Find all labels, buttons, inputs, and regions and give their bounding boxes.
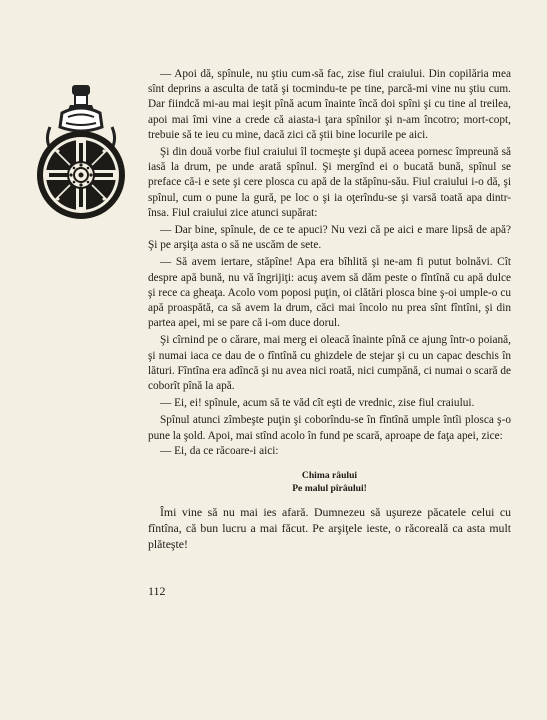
song-verse xyxy=(148,470,511,495)
paragraph: — Apoi dă, spînule, nu ştiu cum să fac, zise fiul craiului. Din copilăria mea sînt deprins a asculta de tată şi tocmindu-te pe tine, parcă-mi vine nu ştiu cum. Dar fiindcă mi-au mai ieşit pînă acum înainte încă doi spîni şi cu tine al treilea, apoi mai îmi vine a crede că aiasta-i ţara spînilor şi n-am încotro; mort-copt, trebuie să te ieu cu mine, dacă zici că ştii bine locurile pe aici. xyxy=(148,68,511,141)
paragraph: — Dar bine, spînule, de ce te apuci? Nu vezi că pe aici e mare lipsă de apă? Şi pe arşiţa asta o să ne uscăm de sete. xyxy=(148,224,511,252)
page-number: 112 xyxy=(148,584,166,598)
paragraph: — Să avem iertare, stăpîne! Apa era bîhlită şi ne-am fi putut bolnăvi. Cît despre apă bună, nu vă îngrijiţi: acuş avem să dăm peste o fîntînă cu apă dulce şi rece ca gheaţa. Acolo vom poposi puţin, oi clătări plosca bine ş-oi umple-o cu apă proaspătă, ca să avem la drum, căci mai încolo nu prea sînt fîntîni, şi din partea apei, mi se pare că i-om duce dorul. xyxy=(148,256,511,330)
paragraph: Spînul atunci zîmbeşte puţin şi coborîndu-se în fîntînă umple întîi plosca ş-o pune la şold. Apoi, mai stînd acolo în fund pe scară, aproape de faţa apei, zice: xyxy=(148,414,511,442)
folk-flask-ornament-icon xyxy=(32,83,130,221)
story-text xyxy=(148,67,511,552)
song-line: Chima râului xyxy=(301,470,358,482)
paragraph: — Ei, da ce răcoare-i aici: xyxy=(160,444,279,457)
song-line: Pe malul pîrâului! xyxy=(292,482,367,494)
closing-paragraph: Îmi vine să nu mai ies afară. Dumnezeu să uşureze păcatele celui cu fîntîna, că bun lucru a mai făcut. Pe arşiţele ieste, o răcoreală ca asta mult plăteşte! xyxy=(148,505,511,552)
paragraph: Şi din două vorbe fiul craiului îl tocmeşte şi după aceea pornesc împreună să iasă la drum, pe unde arată spînul. Şi mergînd ei o bucată bună, spînul se preface că-i e sete şi cere plosca cu apă de la stăpînu-său. Fiul craiului i-o dă, şi spînul, cum o pune la gură, pe loc o şi ia oţerîndu-se şi varsă toată apa dintr-însa. Fiul craiului zice atunci supărat: xyxy=(148,146,511,219)
paragraph: Şi cîrnind pe o cărare, mai merg ei oleacă înainte pînă ce ajung într-o poiană, şi numai iaca ce dau de o fîntînă cu ghizdele de stejar şi cu un capac deschis în lături. Fîntîna era adîncă şi nu avea nici roată, nici cumpănă, ci numai o scară de coborît pînă la apă. xyxy=(148,334,511,393)
paragraph: — Ei, ei! spînule, acum să te văd cît eşti de vrednic, zise fiul craiului. xyxy=(160,397,475,410)
